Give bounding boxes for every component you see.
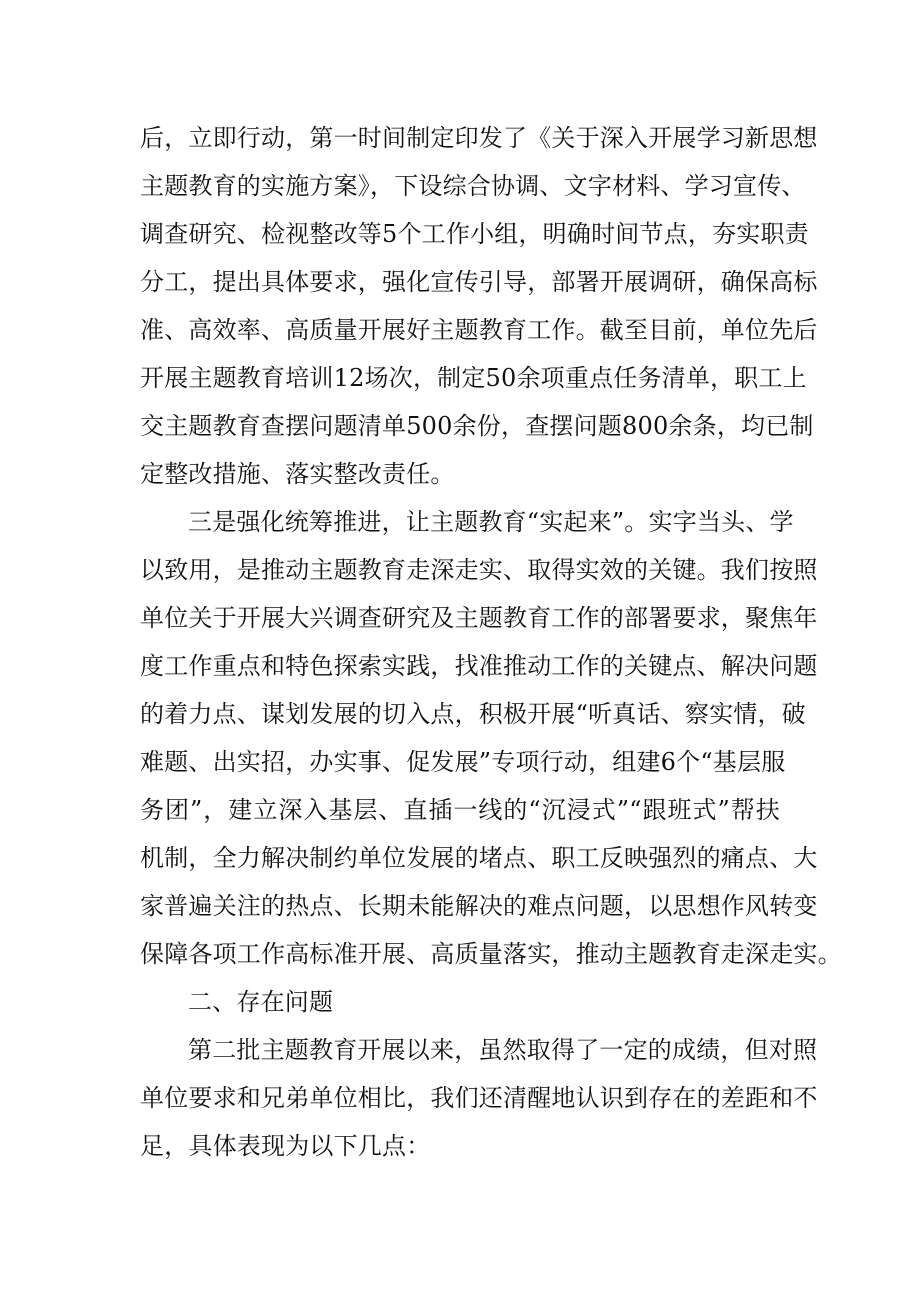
paragraph-line: 准、高效率、高质量开展好主题教育工作。截至目前，单位先后	[140, 316, 818, 344]
paragraph-line: 足，具体表现为以下几点：	[140, 1132, 431, 1160]
paragraph-line: 的着力点、谋划发展的切入点，积极开展“听真话、察实情，破	[140, 700, 806, 728]
paragraph-line: 后，立即行动，第一时间制定印发了《关于深入开展学习新思想	[140, 124, 818, 152]
paragraph-line: 单位关于开展大兴调查研究及主题教育工作的部署要求，聚焦年	[140, 604, 818, 632]
paragraph-line: 以致用，是推动主题教育走深走实、取得实效的关键。我们按照	[140, 556, 818, 584]
paragraph-line: 主题教育的实施方案》，下设综合协调、文字材料、学习宣传、	[140, 172, 806, 200]
section-heading: 二、存在问题	[188, 988, 334, 1016]
paragraph-line: 务团”，建立深入基层、直插一线的“沉浸式”“跟班式”帮扶	[140, 796, 780, 824]
paragraph-line: 调查研究、检视整改等5个工作小组，明确时间节点，夯实职责	[140, 220, 809, 248]
paragraph-line: 交主题教育查摆问题清单500余份，查摆问题800余条，均已制	[140, 412, 814, 440]
paragraph-line: 分工，提出具体要求，强化宣传引导，部署开展调研，确保高标	[140, 268, 818, 296]
paragraph-line: 保障各项工作高标准开展、高质量落实，推动主题教育走深走实。	[140, 940, 842, 968]
paragraph-line: 开展主题教育培训12场次，制定50余项重点任务清单，职工上	[140, 364, 807, 392]
paragraph-first-line: 三是强化统筹推进，让主题教育“实起来”。实字当头、学	[188, 508, 794, 536]
paragraph-line: 家普遍关注的热点、长期未能解决的难点问题，以思想作风转变	[140, 892, 818, 920]
paragraph-first-line: 第二批主题教育开展以来，虽然取得了一定的成绩，但对照	[188, 1036, 818, 1064]
paragraph-line: 难题、出实招，办实事、促发展”专项行动，组建6个“基层服	[140, 748, 786, 776]
paragraph-line: 度工作重点和特色探索实践，找准推动工作的关键点、解决问题	[140, 652, 818, 680]
paragraph-line: 机制，全力解决制约单位发展的堵点、职工反映强烈的痛点、大	[140, 844, 818, 872]
paragraph-line: 单位要求和兄弟单位相比，我们还清醒地认识到存在的差距和不	[140, 1084, 818, 1112]
paragraph-line: 定整改措施、落实整改责任。	[140, 460, 455, 488]
